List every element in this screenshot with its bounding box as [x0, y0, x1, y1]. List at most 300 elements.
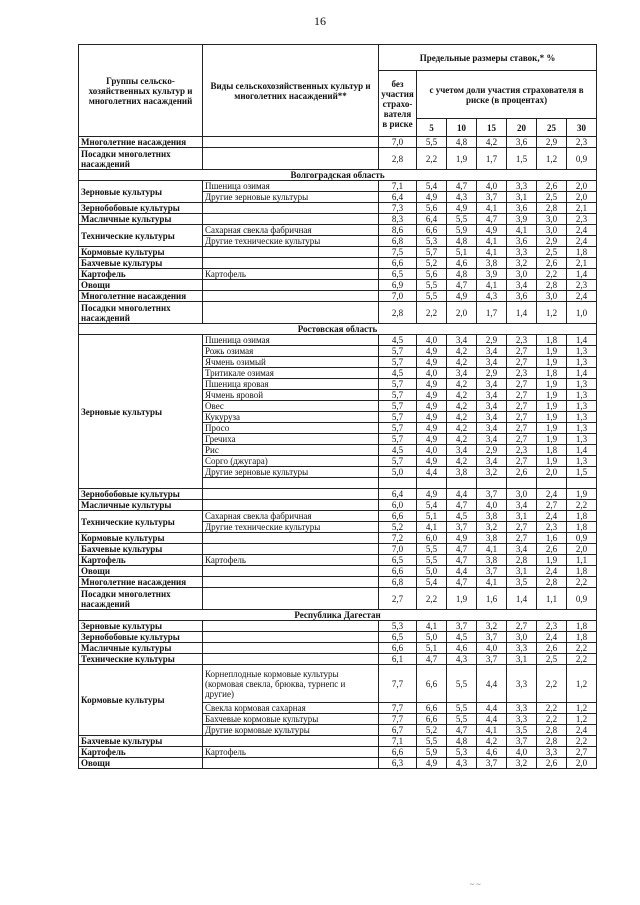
- rate-value: 1,3: [567, 390, 597, 401]
- crop-group: Масличные культуры: [79, 214, 203, 225]
- rate-value: 2,8: [537, 577, 567, 588]
- rate-value: 3,6: [507, 236, 537, 247]
- rate-value: 2,4: [567, 236, 597, 247]
- rate-value: 4,9: [447, 533, 477, 544]
- rate-value: 5,1: [447, 247, 477, 258]
- rate-value: 1,4: [567, 368, 597, 379]
- rate-value: 2,3: [567, 280, 597, 291]
- crop-type: [203, 214, 379, 225]
- table-row: [79, 335, 597, 346]
- rate-value: 1,4: [567, 335, 597, 346]
- rate-value: 3,6: [507, 291, 537, 302]
- rate-value: 5,2: [417, 258, 447, 269]
- rate-value: 5,5: [417, 555, 447, 566]
- crop-type: [203, 632, 379, 643]
- rate-value: 4,0: [507, 747, 537, 758]
- rate-value: 2,7: [507, 357, 537, 368]
- rate-value: 1,8: [537, 335, 567, 346]
- rate-value: 4,9: [417, 434, 447, 445]
- crop-group: Кормовые культуры: [79, 533, 203, 544]
- rate-value: 2,7: [507, 346, 537, 357]
- rate-value: 1,9: [537, 346, 567, 357]
- table-row: [79, 137, 597, 148]
- rate-value: 4,0: [417, 368, 447, 379]
- rate-value: 3,9: [507, 214, 537, 225]
- crop-type: [203, 621, 379, 632]
- rate-value: 1,4: [507, 302, 537, 324]
- rate-value: 3,3: [507, 714, 537, 725]
- rate-value: 5,7: [379, 390, 417, 401]
- rate-value: 3,0: [537, 291, 567, 302]
- rate-value: 3,8: [477, 533, 507, 544]
- rate-value: 5,7: [379, 423, 417, 434]
- rate-value: [567, 478, 597, 489]
- rate-value: 6,0: [417, 533, 447, 544]
- header-crop-groups: Группы сельско-хозяйственных культур и многолетних насаждений: [79, 45, 203, 137]
- rate-value: 2,0: [567, 192, 597, 203]
- rate-value: 6,9: [379, 280, 417, 291]
- rate-value: 2,6: [537, 643, 567, 654]
- rate-value: 4,1: [417, 621, 447, 632]
- rate-value: 1,1: [537, 588, 567, 610]
- rate-value: 3,0: [507, 489, 537, 500]
- rate-value: 2,4: [537, 566, 567, 577]
- table-row: [79, 588, 597, 610]
- rate-value: [447, 478, 477, 489]
- rate-value: 5,5: [447, 665, 477, 703]
- rate-value: 2,8: [537, 736, 567, 747]
- rate-value: 5,0: [379, 467, 417, 478]
- table-row: [79, 511, 597, 522]
- rate-value: 4,1: [477, 544, 507, 555]
- rate-value: 1,6: [537, 533, 567, 544]
- crop-type: Кукуруза: [203, 412, 379, 423]
- rate-value: 4,9: [417, 758, 447, 769]
- rate-value: 2,6: [537, 258, 567, 269]
- rate-value: 4,9: [477, 225, 507, 236]
- rate-value: 2,7: [567, 747, 597, 758]
- rate-value: 4,7: [447, 577, 477, 588]
- rate-value: 4,9: [447, 291, 477, 302]
- header-rate-limits: Предельные размеры ставок,* %: [379, 45, 597, 71]
- rate-value: 5,4: [417, 577, 447, 588]
- rate-value: 2,6: [537, 181, 567, 192]
- rate-value: 3,4: [447, 335, 477, 346]
- rate-value: 3,3: [507, 703, 537, 714]
- rate-value: 2,2: [537, 269, 567, 280]
- rate-value: 2,3: [507, 335, 537, 346]
- crop-type: Другие кормовые культуры: [203, 725, 379, 736]
- rate-value: 4,8: [447, 137, 477, 148]
- rate-value: 2,4: [567, 225, 597, 236]
- rate-value: 2,2: [567, 654, 597, 665]
- rate-value: 4,7: [447, 555, 477, 566]
- rate-value: 3,4: [507, 280, 537, 291]
- rate-value: 3,7: [477, 632, 507, 643]
- rate-value: 1,9: [537, 434, 567, 445]
- rate-value: 4,8: [447, 269, 477, 280]
- rate-value: 4,0: [417, 445, 447, 456]
- rate-value: 1,3: [567, 401, 597, 412]
- rate-value: 3,4: [477, 379, 507, 390]
- crop-group: Кормовые культуры: [79, 247, 203, 258]
- rate-value: 3,1: [507, 192, 537, 203]
- rate-value: 3,4: [477, 401, 507, 412]
- rate-value: 2,7: [507, 434, 537, 445]
- crop-type: [203, 489, 379, 500]
- crop-type: [203, 566, 379, 577]
- rate-value: 1,2: [537, 302, 567, 324]
- crop-type: Пшеница озимая: [203, 335, 379, 346]
- rate-value: 3,2: [477, 522, 507, 533]
- crop-type: [203, 137, 379, 148]
- rate-value: 4,9: [417, 412, 447, 423]
- rate-value: 2,2: [417, 302, 447, 324]
- crop-group: Зернобобовые культуры: [79, 632, 203, 643]
- rate-value: 1,0: [567, 302, 597, 324]
- rate-value: 2,9: [477, 335, 507, 346]
- table-row: [79, 203, 597, 214]
- crop-type: Ячмень яровой: [203, 390, 379, 401]
- table-row: [79, 302, 597, 324]
- rate-value: 4,5: [447, 632, 477, 643]
- rate-value: 5,5: [447, 714, 477, 725]
- crop-type: Пшеница озимая: [203, 181, 379, 192]
- rate-value: 1,3: [567, 456, 597, 467]
- rate-value: 4,2: [447, 412, 477, 423]
- rate-value: 6,3: [379, 758, 417, 769]
- rate-value: 1,9: [537, 423, 567, 434]
- header-percent: 30: [567, 119, 597, 137]
- rate-value: 1,8: [567, 522, 597, 533]
- rate-value: 2,2: [417, 588, 447, 610]
- rate-value: 3,4: [477, 456, 507, 467]
- rate-value: 1,8: [567, 621, 597, 632]
- rate-value: 1,2: [567, 665, 597, 703]
- rate-value: 1,3: [567, 434, 597, 445]
- crop-type: [203, 148, 379, 170]
- rate-value: 2,1: [567, 203, 597, 214]
- crop-group: Зерновые культуры: [79, 335, 203, 489]
- rate-value: 3,6: [507, 203, 537, 214]
- crop-type: Другие технические культуры: [203, 236, 379, 247]
- table-row: [79, 747, 597, 758]
- rate-value: 3,0: [537, 225, 567, 236]
- header-percent: 10: [447, 119, 477, 137]
- rate-value: 2,4: [567, 291, 597, 302]
- rate-value: 4,2: [447, 423, 477, 434]
- rate-value: 3,5: [507, 577, 537, 588]
- rate-value: 2,2: [567, 643, 597, 654]
- rate-value: 5,2: [417, 725, 447, 736]
- rate-value: 2,2: [567, 500, 597, 511]
- rate-value: 4,7: [447, 280, 477, 291]
- region-row: [79, 610, 597, 621]
- rate-value: 7,7: [379, 714, 417, 725]
- table-row: [79, 577, 597, 588]
- rate-value: 0,9: [567, 588, 597, 610]
- rate-value: 4,9: [417, 390, 447, 401]
- rate-value: 4,2: [447, 456, 477, 467]
- rate-value: 2,7: [379, 588, 417, 610]
- rate-value: 1,4: [567, 269, 597, 280]
- rate-value: 4,6: [447, 258, 477, 269]
- crop-type: [203, 643, 379, 654]
- rate-value: 5,4: [417, 181, 447, 192]
- rate-value: 4,1: [477, 236, 507, 247]
- rate-value: 6,6: [417, 703, 447, 714]
- rate-value: 3,4: [477, 412, 507, 423]
- rate-value: 7,0: [379, 137, 417, 148]
- rate-value: 4,7: [477, 214, 507, 225]
- rate-value: 3,3: [507, 643, 537, 654]
- crop-group: Картофель: [79, 747, 203, 758]
- rate-value: 2,7: [507, 423, 537, 434]
- rate-value: 5,7: [417, 247, 447, 258]
- crop-type: [203, 500, 379, 511]
- rate-value: 4,1: [477, 280, 507, 291]
- rate-value: 4,0: [417, 335, 447, 346]
- crop-group: Масличные культуры: [79, 500, 203, 511]
- table-row: [79, 533, 597, 544]
- rate-value: 4,2: [447, 357, 477, 368]
- rate-value: 1,9: [537, 555, 567, 566]
- rate-value: 3,7: [477, 758, 507, 769]
- rate-value: 4,2: [477, 736, 507, 747]
- rate-value: 6,6: [379, 566, 417, 577]
- rate-value: 5,5: [417, 280, 447, 291]
- rate-value: 7,1: [379, 181, 417, 192]
- rate-value: 4,9: [447, 203, 477, 214]
- rate-value: 4,8: [447, 236, 477, 247]
- crop-group: Технические культуры: [79, 654, 203, 665]
- crop-type: Картофель: [203, 555, 379, 566]
- rate-value: 1,9: [567, 489, 597, 500]
- rate-value: 3,4: [507, 500, 537, 511]
- table-row: [79, 500, 597, 511]
- rate-value: 1,8: [567, 247, 597, 258]
- crop-group: Зерновые культуры: [79, 181, 203, 203]
- rate-value: 2,0: [567, 544, 597, 555]
- rate-value: 4,5: [447, 511, 477, 522]
- rate-value: 4,1: [507, 225, 537, 236]
- rate-value: 4,3: [447, 192, 477, 203]
- table-row: [79, 654, 597, 665]
- table-row: [79, 280, 597, 291]
- crop-group: Технические культуры: [79, 225, 203, 247]
- crop-type: [203, 544, 379, 555]
- table-row: [79, 291, 597, 302]
- rate-value: 2,9: [477, 445, 507, 456]
- rate-value: 2,4: [537, 489, 567, 500]
- table-row: [79, 214, 597, 225]
- rate-value: 4,0: [477, 500, 507, 511]
- rate-value: 2,8: [537, 725, 567, 736]
- rate-value: 2,3: [507, 368, 537, 379]
- table-row: [79, 643, 597, 654]
- crop-type: [203, 247, 379, 258]
- rate-value: 2,7: [507, 390, 537, 401]
- rate-value: 3,7: [447, 522, 477, 533]
- rate-value: 1,9: [537, 390, 567, 401]
- rate-value: 5,0: [417, 566, 447, 577]
- rate-value: 2,7: [537, 500, 567, 511]
- crop-type: Сахарная свекла фабричная: [203, 511, 379, 522]
- rate-value: 1,9: [537, 412, 567, 423]
- rate-value: 3,7: [477, 654, 507, 665]
- table-row: [79, 665, 597, 703]
- rate-value: 4,9: [417, 192, 447, 203]
- rate-value: 0,9: [567, 533, 597, 544]
- rate-value: 4,8: [447, 736, 477, 747]
- rate-value: 1,8: [567, 632, 597, 643]
- crop-type: Картофель: [203, 269, 379, 280]
- rate-value: 4,0: [477, 181, 507, 192]
- rate-value: 2,5: [537, 192, 567, 203]
- rate-value: 1,8: [567, 511, 597, 522]
- rate-value: 2,9: [537, 137, 567, 148]
- rate-value: 2,3: [507, 445, 537, 456]
- rate-value: 5,5: [417, 137, 447, 148]
- header-percent: 25: [537, 119, 567, 137]
- crop-type: [203, 654, 379, 665]
- rate-value: 5,2: [379, 522, 417, 533]
- crop-type: Сорго (джугара): [203, 456, 379, 467]
- rate-value: 4,5: [379, 445, 417, 456]
- rate-value: 5,7: [379, 379, 417, 390]
- rate-value: 4,5: [379, 335, 417, 346]
- crop-group: Бахчевые культуры: [79, 736, 203, 747]
- table-row: [79, 621, 597, 632]
- rate-value: 2,3: [567, 137, 597, 148]
- rate-value: 2,8: [379, 148, 417, 170]
- rate-value: 2,1: [567, 258, 597, 269]
- rate-value: 2,6: [537, 758, 567, 769]
- crop-group: Овощи: [79, 566, 203, 577]
- header-crop-types: Виды сельскохозяйственных культур и многолетних насаждений**: [203, 45, 379, 137]
- crop-type: Ячмень озимый: [203, 357, 379, 368]
- crop-type: Свекла кормовая сахарная: [203, 703, 379, 714]
- rate-value: 3,4: [477, 357, 507, 368]
- header-percent: 5: [417, 119, 447, 137]
- rate-value: 4,1: [477, 577, 507, 588]
- rate-value: 2,0: [567, 181, 597, 192]
- header-no-participation: без участия страхо-вателя в риске: [379, 71, 417, 137]
- rate-value: 3,8: [477, 511, 507, 522]
- rate-value: 6,6: [417, 714, 447, 725]
- table-row: [79, 148, 597, 170]
- rate-value: 2,9: [537, 236, 567, 247]
- rate-value: 4,9: [417, 357, 447, 368]
- rate-value: 1,3: [567, 379, 597, 390]
- rate-value: 2,9: [477, 368, 507, 379]
- rate-value: 1,9: [537, 379, 567, 390]
- insurance-rates-table: [78, 44, 597, 769]
- crop-type: Другие технические культуры: [203, 522, 379, 533]
- crop-group: Посадки многолетних насаждений: [79, 588, 203, 610]
- rate-value: 5,0: [417, 632, 447, 643]
- rate-value: 5,5: [447, 214, 477, 225]
- rate-value: 4,2: [477, 137, 507, 148]
- rate-value: 1,3: [567, 357, 597, 368]
- crop-group: Картофель: [79, 555, 203, 566]
- table-row: [79, 225, 597, 236]
- crop-type: Гречиха: [203, 434, 379, 445]
- rate-value: 7,0: [379, 544, 417, 555]
- rate-value: 4,9: [417, 489, 447, 500]
- crop-type: Другие зерновые культуры: [203, 467, 379, 478]
- rate-value: 2,8: [537, 203, 567, 214]
- crop-type: [203, 302, 379, 324]
- crop-type: Бахчевые кормовые культуры: [203, 714, 379, 725]
- rate-value: 7,0: [379, 291, 417, 302]
- crop-type: [203, 758, 379, 769]
- rate-value: 5,4: [417, 500, 447, 511]
- rate-value: 3,8: [447, 467, 477, 478]
- rate-value: 1,9: [537, 401, 567, 412]
- rate-value: 1,4: [507, 588, 537, 610]
- crop-group: Посадки многолетних насаждений: [79, 148, 203, 170]
- crop-type: Тритикале озимая: [203, 368, 379, 379]
- rate-value: 3,4: [477, 390, 507, 401]
- rate-value: 1,4: [567, 445, 597, 456]
- rate-value: 6,0: [379, 500, 417, 511]
- rate-value: 6,4: [379, 192, 417, 203]
- rate-value: 5,6: [417, 269, 447, 280]
- rate-value: 2,2: [567, 577, 597, 588]
- rate-value: 2,7: [507, 456, 537, 467]
- rate-value: 6,7: [379, 725, 417, 736]
- crop-group: Бахчевые культуры: [79, 544, 203, 555]
- rate-value: 3,7: [477, 566, 507, 577]
- rate-value: 3,5: [507, 725, 537, 736]
- rate-value: 3,4: [447, 445, 477, 456]
- rate-value: 4,4: [477, 714, 507, 725]
- rate-value: 2,0: [537, 467, 567, 478]
- rate-value: 4,3: [477, 291, 507, 302]
- crop-group: Масличные культуры: [79, 643, 203, 654]
- table-row: [79, 736, 597, 747]
- crop-group: Технические культуры: [79, 511, 203, 533]
- rate-value: 4,6: [477, 747, 507, 758]
- rate-value: 2,0: [447, 302, 477, 324]
- table-row: [79, 247, 597, 258]
- rate-value: 3,4: [447, 368, 477, 379]
- rate-value: 4,2: [447, 379, 477, 390]
- scan-mark: ~ ~: [470, 880, 481, 889]
- rate-value: [379, 478, 417, 489]
- rate-value: 3,3: [507, 181, 537, 192]
- rate-value: 4,9: [417, 346, 447, 357]
- rate-value: 5,5: [447, 703, 477, 714]
- page-number: 16: [314, 14, 326, 28]
- rate-value: 6,5: [379, 555, 417, 566]
- rate-value: 1,9: [537, 357, 567, 368]
- rate-value: 2,5: [537, 654, 567, 665]
- rate-value: 6,6: [417, 665, 447, 703]
- rate-value: 4,1: [417, 522, 447, 533]
- rate-value: 2,7: [507, 412, 537, 423]
- rate-value: 3,1: [507, 566, 537, 577]
- rate-value: 2,4: [537, 511, 567, 522]
- rate-value: 5,5: [417, 544, 447, 555]
- rate-value: 5,6: [417, 203, 447, 214]
- crop-group: Картофель: [79, 269, 203, 280]
- table-row: [79, 489, 597, 500]
- rate-value: 2,8: [537, 280, 567, 291]
- crop-type: [203, 203, 379, 214]
- rate-value: 3,4: [477, 434, 507, 445]
